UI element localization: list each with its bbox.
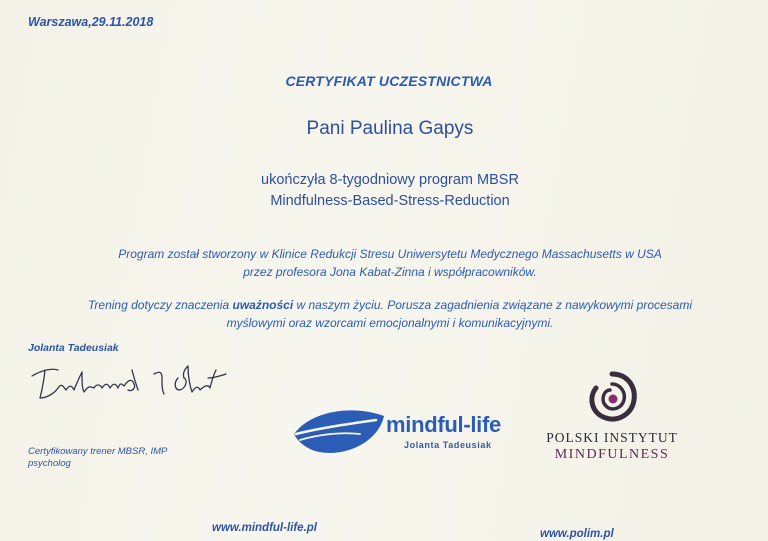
program-origin-line-1: Program został stworzony w Klinice Redukcji Stresu Uniwersytetu Medycznego Massachusetts w USA: [118, 247, 662, 261]
mindful-life-subtitle: Jolanta Tadeusiak: [404, 440, 492, 450]
training-description-paragraph: [0, 296, 768, 332]
program-origin-line-2: przez profesora Jona Kabat-Zinna i współpracowników.: [243, 265, 537, 279]
handwritten-signature: [28, 358, 228, 404]
trainer-credentials-line-2: psycholog: [28, 458, 71, 469]
trainer-credentials-line-1: Certyfikowany trener MBSR, IMP: [28, 446, 168, 457]
mindful-life-website[interactable]: www.mindful-life.pl: [212, 522, 317, 534]
trainer-name: Jolanta Tadeusiak: [28, 342, 119, 354]
polim-name-line-1: POLSKI INSTYTUT: [546, 430, 678, 445]
program-origin-paragraph: [0, 245, 768, 281]
training-text-after: w naszym życiu. Porusza zagadnienia związane z nawykowymi procesami: [293, 298, 693, 312]
completion-line: ukończyła 8-tygodniowy program MBSR: [261, 172, 519, 188]
training-text-before: Trening dotyczy znaczenia: [87, 298, 233, 312]
recipient-name: Pani Paulina Gapys: [306, 118, 474, 139]
polim-logo: [532, 368, 692, 468]
leaf-icon: [290, 404, 388, 466]
certificate-title: CERTYFIKAT UCZESTNICTWA: [285, 73, 493, 89]
mindful-life-logo: [290, 398, 522, 464]
enso-spiral-icon: [582, 368, 642, 428]
training-description-line-2: myślowymi oraz wzorcami emocjonalnymi i komunikacyjnymi.: [226, 316, 554, 330]
polim-website[interactable]: www.polim.pl: [540, 528, 614, 540]
trainer-credentials: [28, 446, 198, 470]
training-description-line-1: [12, 296, 768, 314]
polim-name-line-2: MINDFULNESS: [554, 447, 670, 462]
mindful-life-brand: mindful-life: [386, 412, 501, 437]
certificate-date: Warszawa,29.11.2018: [28, 15, 154, 29]
program-name: Mindfulness-Based-Stress-Reduction: [270, 193, 510, 209]
training-keyword: uważności: [232, 298, 294, 312]
